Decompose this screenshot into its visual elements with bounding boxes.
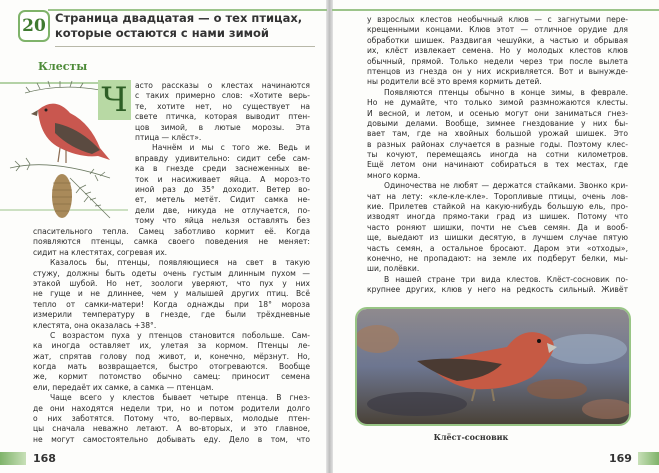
- text-line: у взрослых клестов необычный клюв — с загнутыми пере-: [367, 15, 628, 24]
- text-line: Начнём и мы с того же. Ведь и: [152, 143, 310, 153]
- text-line: ка иногда оставляет их, улетая за кормом. Птенцы ле-: [33, 341, 310, 351]
- text-line: часть семян, а остальное бросают. Даром эти «отходы»,: [367, 243, 628, 253]
- text-line: ет, метель метёт. Сидит самка не-: [135, 195, 310, 205]
- text-line: не гуще и не длиннее, чем у малышей других птиц. Всё: [33, 289, 310, 299]
- text-line: Ещё летом они начинают собираться в тех местах, где: [367, 160, 628, 170]
- crossbill-photo-image: [357, 309, 629, 424]
- text-line: ты кочуют, перемещаясь иногда на сотни километров.: [367, 150, 628, 160]
- text-line: иной раз до 35° доходит. Ветер во-: [135, 184, 310, 194]
- text-line: ши, полёвки.: [367, 264, 420, 274]
- text-line: асто рассказы о клестах начинаются: [135, 81, 310, 90]
- text-line: появляются птенцы, самка своего поведения не меняет:: [33, 237, 310, 247]
- text-line: вправду удивительно: сидит себе сам-: [135, 153, 310, 163]
- text-line: дели две, никуда не отлучается, по-: [135, 205, 310, 215]
- text-line: же, кормит потомство обычно самец: приносит семена: [33, 372, 310, 382]
- chapter-title-line: которые остаются с нами зимой: [55, 26, 269, 40]
- title-underline: [55, 46, 315, 47]
- text-line: крупнее других, клюв у него на редкость сильный. Живёт: [367, 285, 628, 295]
- text-line: этакой шубой. Но нет, зоологи уверяют, что пух у них: [33, 278, 310, 288]
- page-number-left: 168: [33, 452, 56, 465]
- text-line: свете птичка, которая выводит птен-: [135, 112, 310, 122]
- drop-cap: Ч: [98, 80, 131, 120]
- photo-caption: Клёст-сосновик: [433, 432, 509, 442]
- text-line: много корма.: [367, 170, 421, 180]
- text-line: цы сначала неважно летают. А во-вторых, и это главное,: [33, 424, 310, 434]
- chapter-title: [55, 11, 302, 41]
- page-number-bar-left: [0, 452, 26, 465]
- text-line: не могут самостоятельно добывать еду. Дело в том, что: [33, 434, 310, 444]
- book-spine: [326, 0, 333, 473]
- left-body-text: [33, 227, 310, 445]
- text-line: Одиночества не любят — держатся стайками. Звонко кри-: [384, 181, 628, 191]
- text-line: птенцов из гнезда он у них искривляется. Вот и вынужде-: [367, 66, 628, 76]
- text-line: вает там, где на хвойных большой урожай шишек. Это: [367, 129, 628, 139]
- text-line: измерили температуру в гнезде, где были трёхдневные: [33, 310, 310, 320]
- text-line: в разных районах случается в разные годы. Поэтому клес-: [367, 139, 628, 149]
- text-line: когда мать возвращается, быстро отогреваются. Вообще: [33, 362, 310, 372]
- text-line: о них заботятся. Потому что, во-первых, молодые птен-: [33, 414, 310, 424]
- chapter-title-line: Страница двадцатая — о тех птицах,: [55, 11, 303, 25]
- text-line: крещенными концами. Клюв этот — отличное орудие для: [367, 25, 628, 35]
- text-line: часто роняют шишки, почти не съев семян. Да и вооб-: [367, 222, 628, 232]
- text-line: довыми делами. Вообще, зимнее гнездование у них бы-: [367, 118, 628, 128]
- text-line: клестята, она оказалась +38°.: [33, 320, 157, 330]
- text-line: И весной, и летом, и осенью могут они заниматься гнез-: [367, 108, 628, 118]
- text-line: С возрастом пуха у птенцов становится побольше. Сам-: [50, 330, 310, 340]
- intro-text-block: [135, 81, 310, 226]
- text-line: Казалось бы, птенцы, появляющиеся на свет в такую: [50, 258, 310, 268]
- chapter-number-badge: 20: [18, 10, 50, 42]
- text-line: обычный, прямой. Только недели через три после вылета: [367, 56, 628, 66]
- text-line: ели, передаёт их самке, а самка — птенцам.: [33, 382, 214, 392]
- text-line: цов зимой, в лютые морозы. Эта: [135, 122, 310, 132]
- text-line: обработки шишек. Раздвигая чешуйки, а частью и обрывая: [367, 35, 628, 45]
- text-line: тепло от самки-матери! Когда однажды при 18° мороза: [33, 299, 310, 309]
- text-line: тому что яйца нельзя оставлять без: [135, 216, 310, 226]
- text-line: те, хотите нет, но существует на: [135, 101, 310, 111]
- text-line: ток и насиживает яйца. А мороз-то: [135, 174, 310, 184]
- text-line: В нашей стране три вида клестов. Клёст-сосновик по-: [384, 274, 628, 284]
- text-line: их, клёст извлекает семена. Но у молодых клестов клюв: [367, 46, 628, 56]
- text-line: Чаще всего у клестов бывает четыре птенца. В гнез-: [50, 393, 310, 403]
- section-title: Клесты: [38, 60, 88, 73]
- text-line: Но не думайте, что только зимой размножаются клесты.: [367, 98, 628, 108]
- text-line: птица — клёст».: [135, 132, 202, 142]
- right-body-text: [367, 15, 628, 296]
- text-line: кие. Прилетев стайкой на какую-нибудь большую ель, про-: [367, 202, 628, 212]
- text-line: изводят иногда прямо-таки град из шишек. Потому что: [367, 212, 628, 222]
- text-line: де они находятся недели три, но и потом родители долго: [33, 403, 310, 413]
- text-line: жат, спрятав голову под живот, и, конечно, мёрзнут. Но,: [33, 351, 310, 361]
- text-line: чат на лету: «кле-кле-кле». Торопливые птицы, очень лов-: [367, 191, 628, 201]
- text-line: ны родители всё это время кормить детей.: [367, 77, 542, 87]
- text-line: ка в гнезде среди заснеженных ве-: [135, 164, 310, 174]
- text-line: спасительного тепла. Самец заботливо кормит её. Когда: [33, 227, 310, 236]
- header-rule-top-right: [332, 9, 659, 11]
- text-line: с таких примерно слов: «Хотите верь-: [135, 91, 310, 101]
- text-line: ще, выедают из шишки десятую, в лучшем случае пятую: [367, 233, 628, 243]
- text-line: стужу, должны быть одеты очень густым длинным пухом —: [33, 268, 310, 278]
- text-line: сидит на клестятах, согревая их.: [33, 247, 168, 257]
- crossbill-photo: [355, 307, 631, 426]
- text-line: Появляются птенцы обычно в конце зимы, в феврале.: [384, 87, 628, 97]
- text-line: конечно, не пропадают: на земле их подберут белки, мы-: [367, 253, 628, 263]
- page-number-right: 169: [609, 452, 632, 465]
- page-number-bar-right: [638, 452, 659, 465]
